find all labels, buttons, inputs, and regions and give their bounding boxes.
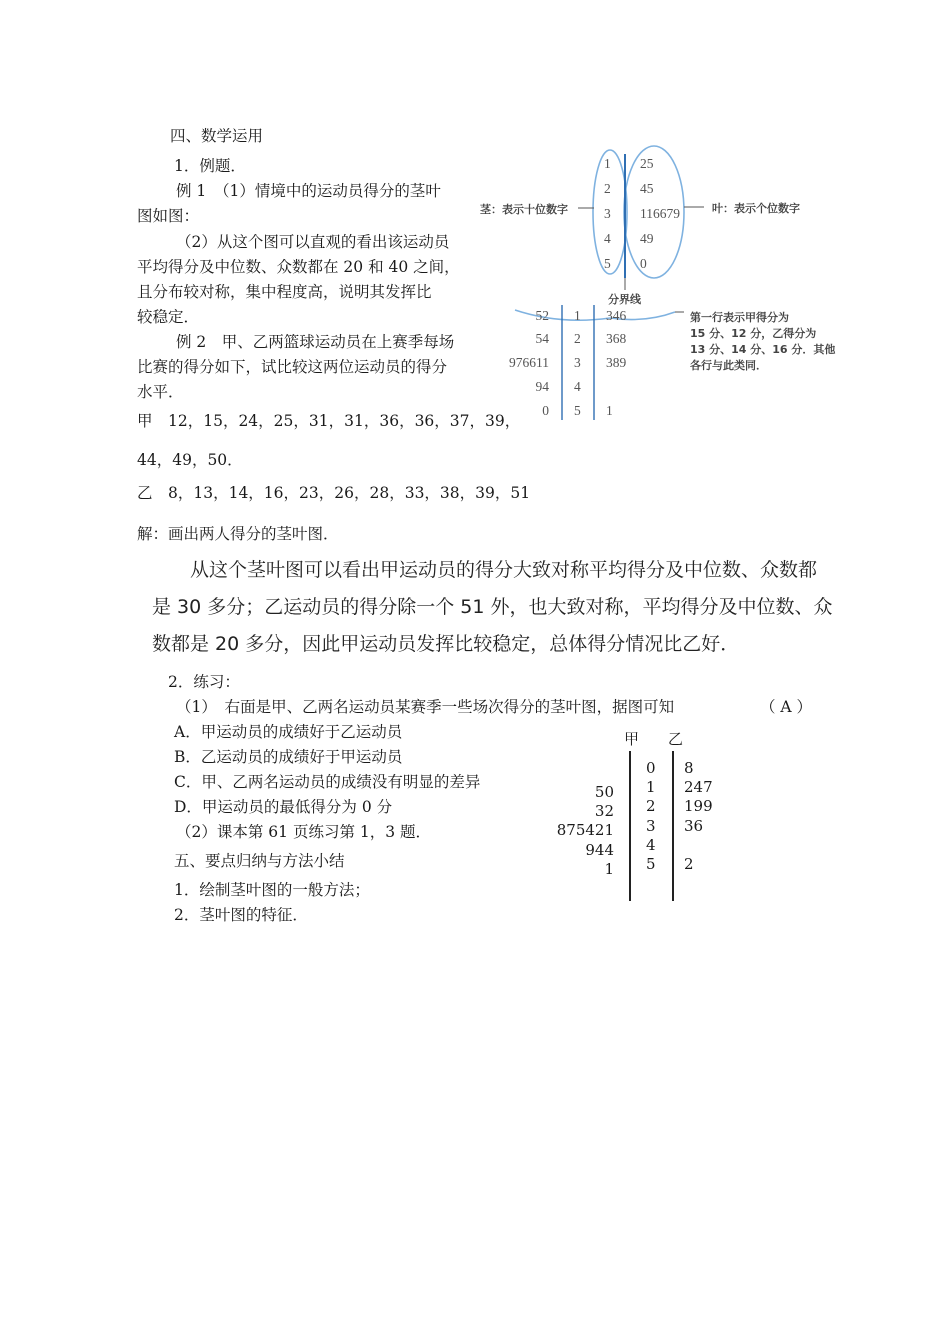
- plot-divider-left: [629, 751, 631, 901]
- figure-lower-right-leaf: 1: [606, 403, 613, 418]
- example-1-para-2-line-1: （2）从这个图可以直观的看出该运动员: [176, 233, 450, 251]
- figure-stem: 2: [604, 181, 611, 196]
- plot-left-leaf: 944: [585, 841, 614, 859]
- figure-stem: 3: [604, 206, 611, 221]
- example-1-para-2-line-3: 且分布较对称，集中程度高，说明其发挥比: [137, 283, 432, 301]
- divider-label: 分界线: [608, 293, 641, 306]
- option-c: C．甲、乙两名运动员的成绩没有明显的差异: [174, 773, 481, 791]
- plot-left-leaf: 875421: [556, 821, 614, 839]
- example-2-line-3: 水平．: [137, 383, 184, 401]
- figure-leaf: 49: [640, 231, 654, 246]
- plot-right-leaf: 247: [684, 778, 713, 796]
- plot-stem: 5: [646, 855, 656, 873]
- plot-right-leaf: 199: [684, 797, 713, 815]
- plot-right-leaf: 36: [684, 817, 704, 835]
- plot-stem: 2: [646, 797, 656, 815]
- plot-stem: 3: [646, 817, 656, 835]
- figure-lower-stem: 3: [574, 355, 581, 370]
- figure-lower-left-leaf: 976611: [509, 355, 549, 370]
- practice-question-1: （1） 右面是甲、乙两名运动员某赛季一些场次得分的茎叶图，据图可知: [176, 698, 675, 716]
- option-b: B．乙运动员的成绩好于甲运动员: [174, 748, 403, 766]
- summary-item-1: 1．绘制茎叶图的一般方法；: [174, 881, 370, 899]
- figure-lower-right-leaf: 368: [606, 331, 627, 346]
- option-d: D．甲运动员的最低得分为 0 分: [174, 798, 393, 816]
- summary-item-2: 2．茎叶图的特征．: [174, 906, 308, 924]
- solution-line: 解：画出两人得分的茎叶图．: [137, 525, 339, 543]
- figure-leaf: 0: [640, 256, 647, 271]
- item-1-examples: 1．例题．: [174, 157, 246, 175]
- figure-lower-stem: 5: [574, 403, 581, 418]
- figure-lower-left-leaf: 94: [535, 379, 549, 394]
- figure-note-line-2: 15 分、12 分，乙得分为: [690, 327, 817, 340]
- plot-stem: 1: [646, 778, 656, 796]
- figure-lower-right-leaf: 389: [606, 355, 627, 370]
- plot-left-leaf: 50: [594, 783, 614, 801]
- figure-stem: 1: [604, 156, 611, 171]
- plot-left-leaf: 32: [594, 802, 614, 820]
- figure-stem: 4: [604, 231, 611, 246]
- example-1-line-1: 例 1 （1）情境中的运动员得分的茎叶: [176, 182, 441, 200]
- header-yi: 乙: [668, 730, 684, 748]
- practice-heading: 2．练习：: [168, 673, 240, 691]
- example-2-line-2: 比赛的得分如下，试比较这两位运动员的得分: [137, 358, 448, 376]
- practice-question-2: （2）课本第 61 页练习第 1，3 题．: [176, 823, 432, 841]
- conclusion-line-2: 是 30 多分；乙运动员的得分除一个 51 外，也大致对称，平均得分及中位数、众: [152, 596, 833, 618]
- conclusion-line-3: 数都是 20 多分，因此甲运动员发挥比较稳定，总体得分情况比乙好．: [152, 633, 740, 655]
- option-a: A．甲运动员的成绩好于乙运动员: [174, 723, 403, 741]
- plot-stem: 4: [646, 836, 656, 854]
- plot-right-leaf: 8: [684, 759, 694, 777]
- example-1-para-2-line-4: 较稳定．: [137, 308, 200, 326]
- figure-stem: 5: [604, 256, 611, 271]
- header-jia: 甲: [624, 730, 640, 748]
- yi-scores-line: 乙 8，13，14，16，23，26，28，33，38，39，51: [137, 484, 531, 502]
- figure-leaf: 25: [640, 156, 654, 171]
- section-4-heading: 四、数学运用: [170, 127, 264, 145]
- figure-note-line-3: 13 分、14 分、16 分．其他: [690, 343, 836, 356]
- section-5-heading: 五、要点归纳与方法小结: [174, 852, 345, 870]
- plot-stem: 0: [646, 759, 656, 777]
- jia-scores-line-2: 44，49，50．: [137, 451, 243, 469]
- jia-scores-line-1: 甲 12，15，24，25，31，31，36，36，37，39，: [137, 412, 521, 430]
- conclusion-line-1: 从这个茎叶图可以看出甲运动员的得分大致对称平均得分及中位数、众数都: [190, 559, 818, 581]
- figure-lower-stem: 1: [574, 308, 581, 323]
- figure-leaf: 116679: [640, 206, 680, 221]
- figure-lower-left-leaf: 54: [535, 331, 549, 346]
- example-1-para-2-line-2: 平均得分及中位数、众数都在 20 和 40 之间，: [137, 258, 460, 276]
- figure-note-line-4: 各行与此类同．: [690, 359, 767, 372]
- figure-lower-stem: 2: [574, 331, 581, 346]
- figure-lower-left-leaf: 0: [542, 403, 549, 418]
- leaf-label: 叶：表示个位数字: [712, 202, 800, 215]
- plot-divider-right: [672, 751, 674, 901]
- plot-right-leaf: 2: [684, 855, 694, 873]
- example-1-line-2: 图如图：: [137, 207, 200, 225]
- plot-left-leaf: 1: [604, 860, 614, 878]
- figure-leaf: 45: [640, 181, 654, 196]
- figure-lower-right-leaf: 346: [606, 308, 627, 323]
- example-2-line-1: 例 2 甲、乙两篮球运动员在上赛季每场: [176, 333, 455, 351]
- figure-lower-stem: 4: [574, 379, 581, 394]
- figure-lower-left-leaf: 52: [535, 308, 549, 323]
- practice-answer: （ A ）: [760, 698, 813, 716]
- stem-label: 茎：表示十位数字: [480, 203, 568, 216]
- figure-note-line-1: 第一行表示甲得分为: [690, 311, 789, 324]
